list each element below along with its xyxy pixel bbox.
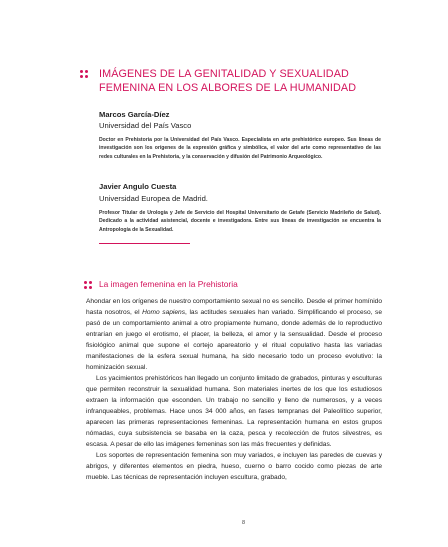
author-1-bio: Doctor en Prehistoria por la Universidad del País Vasco. Especialista en arte prehistórico europeo. Sus líneas de investigación son los orígenes de la expresión gráfica y simbólica, el valor del arte como representativo de las redes culturales en la Prehistoria, y la conservación y difusión del Patrimonio Arqueológico. xyxy=(99,137,381,160)
body-paragraph-2: Los yacimientos prehistóricos han llegado un conjunto limitado de grabados, pinturas y esculturas que permiten reconstruir la sexualidad humana. Son materiales inertes de los que los estudiosos extraen la información que esconden. Un trabajo no sencillo y lleno de numerosos, y a veces infranqueables, problemas. Hace unos 34 000 años, en fases tempranas del Paleolítico superior, aparecen las primeras representaciones femeninas. La representación humana en estos grupos nómadas, cuya subsistencia se basaba en la caza, pesca y recolección de frutos silvestres, es escasa. A pesar de ello las imágenes femeninas son las más frecuentes y definidas. xyxy=(86,375,382,448)
author-2-bio: Profesor Titular de Urología y Jefe de Servicio del Hospital Universitario de Getafe (Servicio Madrileño de Salud). Dedicado a la actividad asistencial, docente e investigadora. Entre sus líneas de investigación se encuentra la Antropología de la Sexualidad. xyxy=(99,210,381,233)
body-paragraph-3: Los soportes de representación femenina son muy variados, e incluyen las paredes de cuevas y abrigos, y diferentes elementos en piedra, hueso, cuerno o barro cocido como piezas de arte mueble. Las técnicas de representación incluyen escultura, grabado, xyxy=(86,452,382,481)
section-bullet-icon xyxy=(84,281,93,290)
author-1-name: Marcos García-Díez xyxy=(99,110,170,119)
title-bullet-icon xyxy=(80,70,89,79)
page-number: 8 xyxy=(242,520,246,526)
article-title-line-1: IMÁGENES DE LA GENITALIDAD Y SEXUALIDAD xyxy=(99,68,349,80)
author-2-affiliation: Universidad Europea de Madrid. xyxy=(99,194,208,203)
body-text xyxy=(86,296,382,483)
body-paragraph-1: Ahondar en los orígenes de nuestro comportamiento sexual no es sencillo. Desde el primer homínido hasta nosotros, el Homo sapiens, las actitudes sexuales han variado. Simplificando el proceso, se pasó de un comportamiento animal a otro propiamente humano, donde además de lo reproductivo entrarían en juego el erotismo, el placer, la belleza, el amor y la sensualidad. Desde el proceso fisiológico animal que supone el cortejo apareatorio y el ritual copulativo hasta las variadas manifestaciones de la esfera sexual humana, ha sido necesario todo un proceso evolutivo: la hominización sexual. xyxy=(86,298,382,371)
article-title xyxy=(99,67,399,95)
author-2-name: Javier Angulo Cuesta xyxy=(99,182,177,191)
article-title-line-2: FEMENINA EN LOS ALBORES DE LA HUMANIDAD xyxy=(99,82,357,94)
emphasis-homo-sapiens: Homo sapiens xyxy=(142,309,186,316)
divider-rule xyxy=(99,243,190,244)
section-title: La imagen femenina en la Prehistoria xyxy=(99,279,238,289)
author-1-affiliation: Universidad del País Vasco xyxy=(99,121,192,130)
